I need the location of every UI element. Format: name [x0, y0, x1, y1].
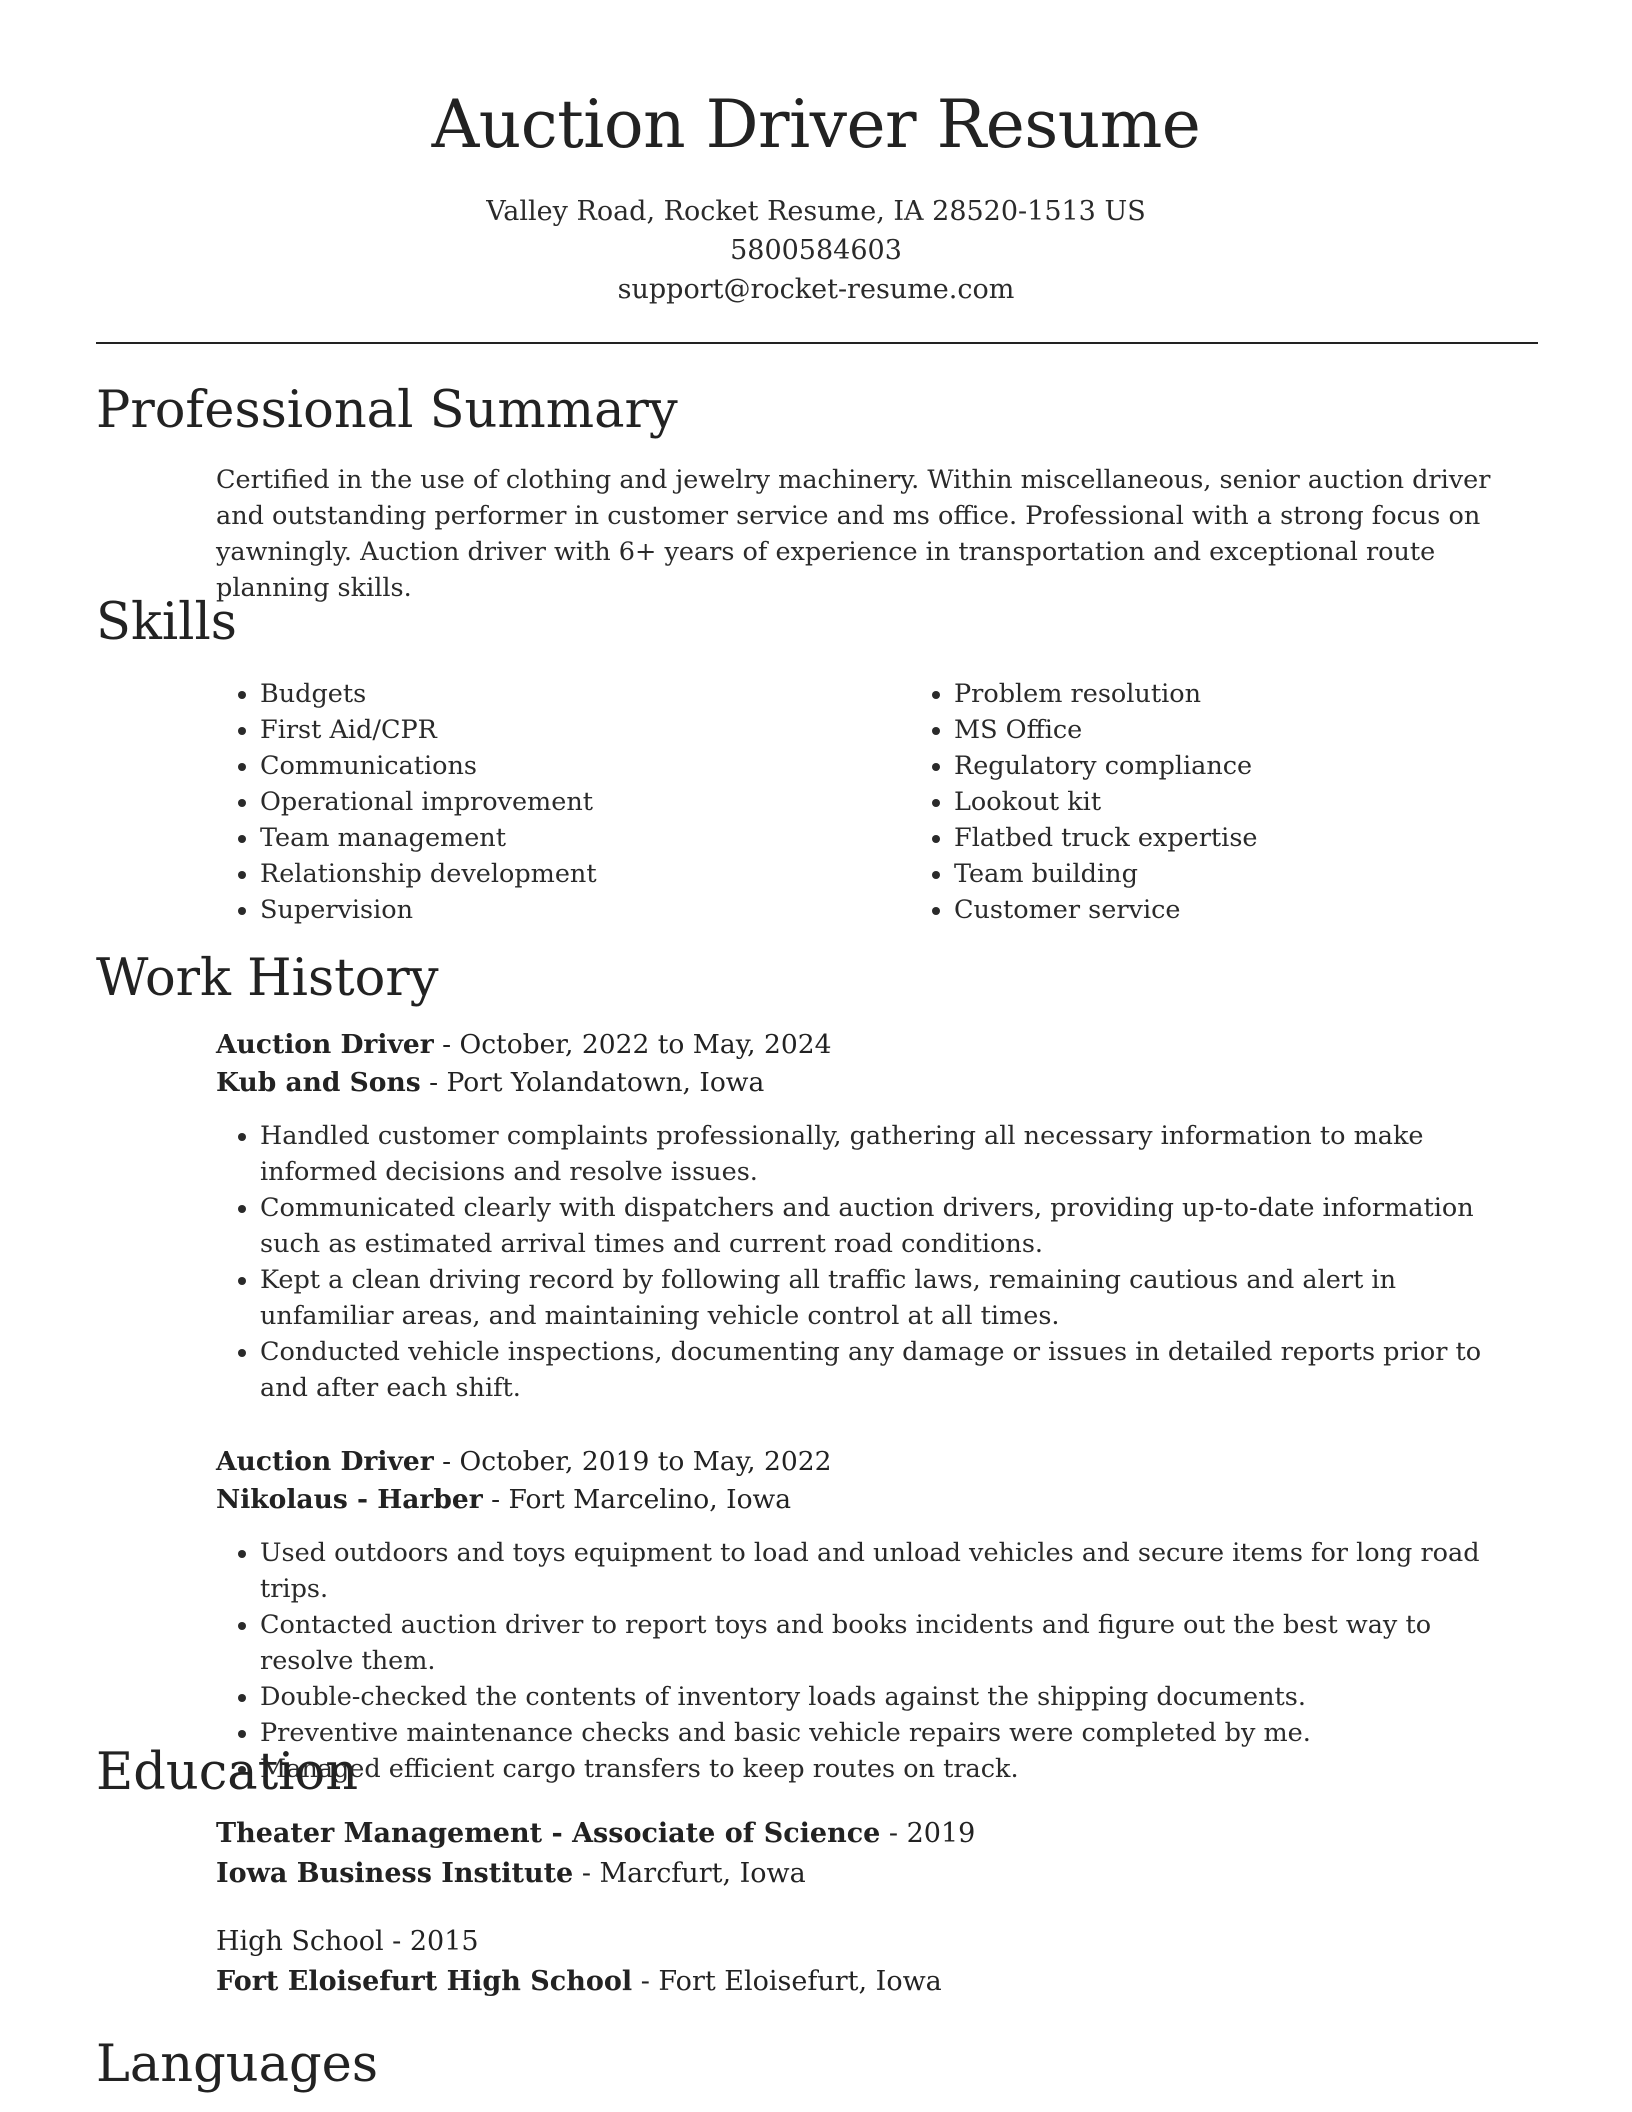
job-employer: Kub and Sons: [216, 1067, 421, 1098]
education-school-line: [216, 1962, 1516, 2002]
skill-item: • Lookout kit: [954, 784, 1258, 820]
education-degree: [216, 1922, 1516, 1962]
skill-item: • MS Office: [954, 712, 1258, 748]
skill-item: • Flatbed truck expertise: [954, 820, 1258, 856]
education-year: - 2019: [880, 1818, 976, 1849]
job-company: [216, 1064, 1516, 1102]
education-location: - Fort Eloisefurt, Iowa: [632, 1966, 942, 1997]
job-title: Auction Driver: [216, 1029, 434, 1060]
duty-item: • Conducted vehicle inspections, documenting any damage or issues in detailed reports prior to and after each shift.: [260, 1334, 1516, 1406]
education-year: - 2015: [383, 1926, 479, 1957]
skill-item: • Supervision: [260, 892, 910, 928]
education-field: Theater Management - Associate of Science: [216, 1818, 881, 1849]
skill-item: • Budgets: [260, 676, 910, 712]
job-location: - Port Yolandatown, Iowa: [420, 1067, 765, 1098]
duty-item: • Handled customer complaints professionally, gathering all necessary information to make informed decisions and resolve issues.: [260, 1118, 1516, 1190]
duty-item: • Preventive maintenance checks and basic vehicle repairs were completed by me.: [260, 1715, 1516, 1751]
skill-item: • Operational improvement: [260, 784, 910, 820]
skill-item: • Team building: [954, 856, 1258, 892]
header-divider: [96, 342, 1538, 344]
education-entry: [216, 1814, 1516, 1894]
resume-name: Auction Driver Resume: [431, 86, 1201, 163]
duty-item: • Communicated clearly with dispatchers and auction drivers, providing up-to-date information such as estimated arrival times and current road conditions.: [260, 1190, 1516, 1262]
job-employer: Nikolaus - Harber: [216, 1484, 483, 1515]
education-field: High School: [216, 1926, 384, 1957]
skills-column-left: [216, 676, 910, 928]
section-title-languages: Languages: [96, 2035, 379, 2094]
job-title: Auction Driver: [216, 1446, 434, 1477]
contact-info: [0, 192, 1632, 309]
job-entry: [216, 1026, 1516, 1406]
contact-email: support@rocket-resume.com: [617, 274, 1015, 305]
duty-item: • Used outdoors and toys equipment to load and unload vehicles and secure items for long road trips.: [260, 1535, 1516, 1607]
skills-list: [216, 676, 1536, 928]
section-title-work-history: Work History: [96, 949, 439, 1008]
skill-item: • Communications: [260, 748, 910, 784]
skill-item: • Regulatory compliance: [954, 748, 1258, 784]
job-company: [216, 1481, 1516, 1519]
job-dates: - October, 2022 to May, 2024: [433, 1029, 832, 1060]
duty-item: • Contacted auction driver to report toys and books incidents and figure out the best way to resolve them.: [260, 1607, 1516, 1679]
job-heading: [216, 1026, 1516, 1064]
duty-item: • Managed efficient cargo transfers to keep routes on track.: [260, 1751, 1516, 1787]
resume-header: [0, 0, 1632, 309]
job-duties: [216, 1118, 1516, 1406]
skills-column-right: [910, 676, 1258, 928]
skill-item: • Team management: [260, 820, 910, 856]
section-title-skills: Skills: [96, 593, 237, 652]
job-heading: [216, 1443, 1516, 1481]
education-entry: [216, 1922, 1516, 2002]
job-location: - Fort Marcelino, Iowa: [482, 1484, 792, 1515]
job-entry: [216, 1443, 1516, 1787]
education-school: Iowa Business Institute: [216, 1858, 574, 1889]
skill-item: • Relationship development: [260, 856, 910, 892]
section-title-education: Education: [96, 1743, 359, 1802]
education-school: Fort Eloisefurt High School: [216, 1966, 633, 1997]
education-school-line: [216, 1854, 1516, 1894]
job-duties: [216, 1535, 1516, 1787]
summary-text: Certified in the use of clothing and jewelry machinery. Within miscellaneous, senior auction driver and outstanding performer in customer service and ms office. Professional with a strong focus on yawningly. Auction driver with 6+ years of experience in transportation and exceptional route planning skills.: [216, 465, 1491, 603]
contact-phone: 5800584603: [730, 235, 902, 266]
skill-item: • Problem resolution: [954, 676, 1258, 712]
section-title-summary: Professional Summary: [96, 381, 678, 440]
education-degree: [216, 1814, 1516, 1854]
skill-item: • Customer service: [954, 892, 1258, 928]
duty-item: • Double-checked the contents of inventory loads against the shipping documents.: [260, 1679, 1516, 1715]
education-location: - Marcfurt, Iowa: [573, 1858, 806, 1889]
contact-address: Valley Road, Rocket Resume, IA 28520-1513 US: [486, 196, 1146, 227]
job-dates: - October, 2019 to May, 2022: [433, 1446, 832, 1477]
skill-item: • First Aid/CPR: [260, 712, 910, 748]
duty-item: • Kept a clean driving record by following all traffic laws, remaining cautious and alert in unfamiliar areas, and maintaining vehicle control at all times.: [260, 1262, 1516, 1334]
